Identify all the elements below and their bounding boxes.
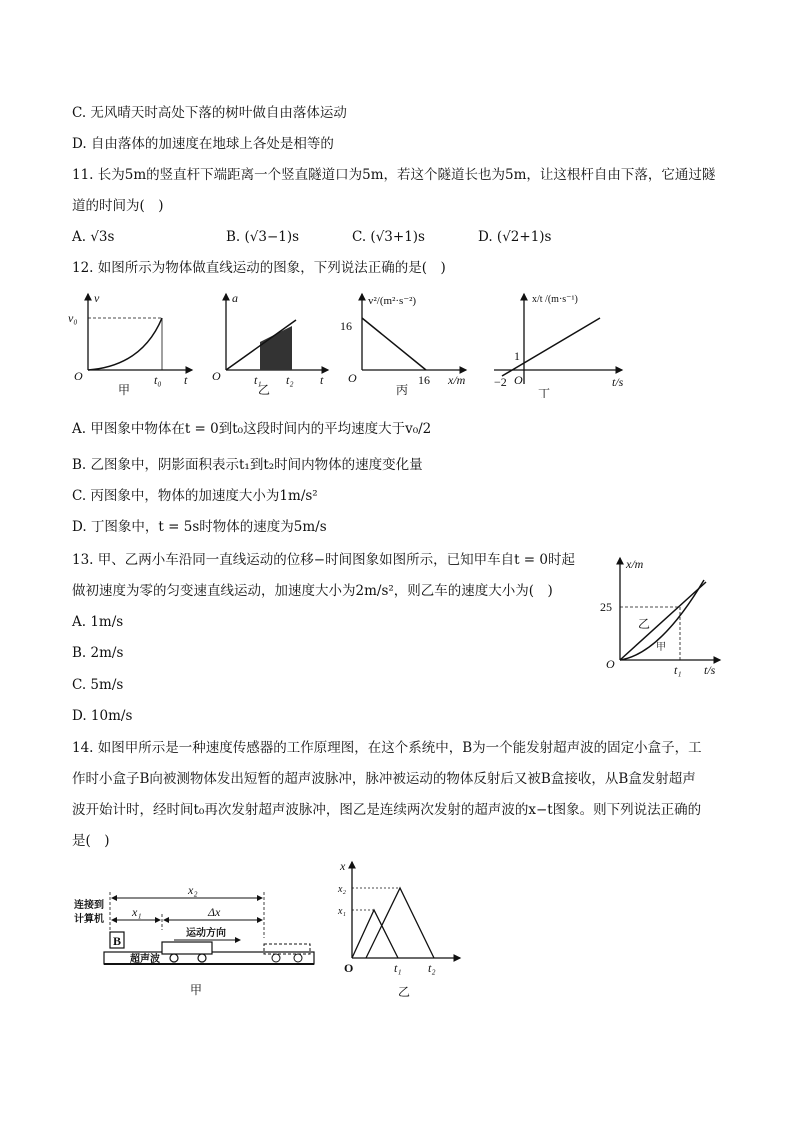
yi-shaded-area	[260, 326, 292, 370]
q13-y-label: x/m	[626, 557, 644, 571]
jia-x-mark: t₀	[154, 373, 162, 387]
q12-option-a: A. 甲图象中物体在t = 0到t₀这段时间内的平均速度大于v₀/2	[72, 421, 432, 437]
fig-yi-caption: 乙	[398, 985, 411, 998]
q13-label-yi: 乙	[638, 617, 651, 631]
bing-y-mark: 16	[340, 319, 352, 333]
jia-curve	[88, 318, 162, 370]
q11-option-a: A. √3s	[72, 229, 115, 245]
graph-yi	[212, 291, 328, 397]
q13-option-a: A. 1m/s	[72, 614, 124, 630]
q11-option-b: B. (√3−1)s	[226, 229, 300, 245]
pulse-1	[352, 910, 398, 958]
q12-option-c: C. 丙图象中，物体的加速度大小为1m/s²	[72, 488, 318, 504]
q14-fig-jia	[70, 870, 330, 1000]
q12-option-d: D. 丁图象中，t = 5s时物体的速度为5m/s	[72, 519, 327, 535]
label-x1: x₁	[132, 905, 142, 919]
q14-stem-line2: 作时小盒子B向被测物体发出短暂的超声波脉冲，脉冲被运动的物体反射后又被B盒接收，从B盒发射超声	[72, 771, 696, 787]
yi-caption: 乙	[258, 383, 271, 397]
q11-stem-line2: 道的时间为( )	[72, 198, 164, 214]
q13-x-mark: t₁	[674, 663, 682, 677]
yi-t1-mark: t₁	[394, 961, 402, 975]
q13-y-mark: 25	[600, 600, 612, 614]
yi-origin-mark: O	[344, 961, 354, 975]
label-dx: Δx	[208, 905, 221, 919]
graph-ding	[494, 294, 624, 398]
q13-graph	[600, 550, 730, 680]
jia-origin: O	[74, 369, 83, 383]
q13-stem-line1: 13. 甲、乙两小车沿同一直线运动的位移−时间图象如图所示，已知甲车自t = 0时起	[72, 552, 575, 568]
jia-y-mark: v₀	[68, 311, 78, 325]
q13-label-jia: 甲	[656, 642, 666, 653]
bing-line	[362, 318, 426, 370]
label-connect: 连接到	[74, 900, 104, 911]
yi-x-label: t	[320, 373, 324, 387]
yi-x-axis-label: x	[340, 859, 346, 873]
label-b: B	[113, 934, 122, 948]
q12-graphs	[62, 288, 632, 398]
q13-option-b: B. 2m/s	[72, 645, 124, 661]
q13-option-c: C. 5m/s	[72, 677, 124, 693]
yi-x2-mark: x₂	[338, 884, 346, 895]
q10-option-c: C. 无风晴天时高处下落的树叶做自由落体运动	[72, 105, 347, 121]
fig-jia-caption: 甲	[190, 983, 203, 997]
bing-x-mark: 16	[418, 373, 430, 387]
q13-x-label: t/s	[704, 663, 716, 677]
yi-x-mark1: t₁	[254, 373, 262, 387]
graph-jia	[68, 291, 192, 397]
graph-bing	[340, 294, 466, 397]
cart-current	[162, 942, 212, 954]
q14-stem-line4: 是( )	[72, 833, 110, 849]
q14-fig-yi	[330, 858, 470, 998]
q14-stem-line1: 14. 如图甲所示是一种速度传感器的工作原理图，在这个系统中，B为一个能发射超声波的固定小盒子，工	[72, 740, 702, 756]
yi-t2-mark: t₂	[428, 961, 436, 975]
yi-y-label: a	[232, 291, 238, 305]
bing-origin: O	[348, 371, 357, 385]
ding-line	[502, 318, 600, 376]
yi-x-mark2: t₂	[286, 373, 294, 387]
ding-caption: 丁	[538, 387, 551, 398]
ding-x-mark: −2	[494, 375, 507, 389]
yi-origin: O	[212, 369, 221, 383]
label-computer: 计算机	[74, 914, 104, 925]
q13-origin: O	[606, 657, 615, 671]
q12-option-b: B. 乙图象中，阴影面积表示t₁到t₂时间内物体的速度变化量	[72, 457, 423, 473]
jia-caption: 甲	[118, 383, 131, 397]
q11-stem-line1: 11. 长为5m的竖直杆下端距离一个竖直隧道口为5m，若这个隧道长也为5m，让这根杆自由下落，它通过隧	[72, 167, 716, 183]
ding-origin: O	[514, 373, 523, 387]
yi-x1-mark: x₁	[338, 906, 346, 917]
q11-option-d: D. (√2+1)s	[478, 229, 552, 245]
q12-stem: 12. 如图所示为物体做直线运动的图象，下列说法正确的是( )	[72, 260, 446, 276]
q13-stem-line2: 做初速度为零的匀变速直线运动，加速度大小为2m/s²，则乙车的速度大小为( )	[72, 583, 553, 599]
ding-y-mark: 1	[514, 349, 520, 363]
q10-option-d: D. 自由落体的加速度在地球上各处是相等的	[72, 136, 334, 152]
q11-option-c: C. (√3+1)s	[352, 229, 425, 245]
bing-x-label: x/m	[448, 373, 466, 387]
jia-x-label: t	[184, 373, 188, 387]
ding-y-label: x/t /(m·s⁻¹)	[532, 294, 578, 305]
label-x2: x₂	[188, 883, 198, 897]
q13-option-d: D. 10m/s	[72, 708, 133, 724]
bing-y-label: v²/(m²·s⁻²)	[368, 295, 417, 307]
ding-x-label: t/s	[612, 375, 624, 389]
q14-stem-line3: 波开始计时，经时间t₀再次发射超声波脉冲，图乙是连续两次发射的超声波的x−t图象。则下列说法正确的	[72, 802, 702, 818]
label-direction: 运动方向	[186, 928, 226, 939]
pulse-2	[366, 888, 434, 958]
jia-y-label: v	[94, 291, 100, 305]
bing-caption: 丙	[396, 383, 409, 397]
label-wave: 超声波	[130, 954, 160, 965]
